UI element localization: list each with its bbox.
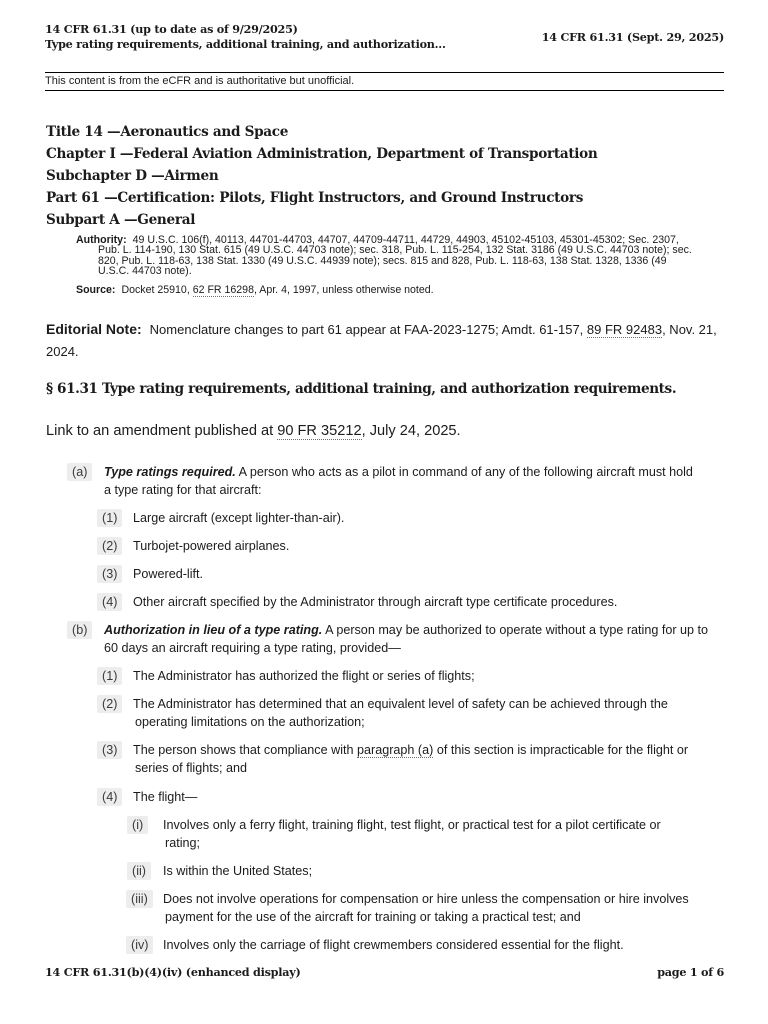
authority-text-d: U.S.C. 44703 note). — [98, 264, 192, 277]
paragraph-b-line1: A person may be authorized to operate without a type rating for up to — [325, 623, 709, 637]
paragraph-a-2 — [102, 537, 723, 555]
paragraph-number[interactable]: (1) — [97, 509, 122, 527]
hierarchy-part: Part 61 —Certification: Pilots, Flight Instructors, and Ground Instructors — [46, 190, 584, 206]
authority-text-c: 820, Pub. L. 118-63, 138 Stat. 1330 (49 U.S.C. 44939 note); secs. 815 and 828, Pub. L. 118-63, 138 Stat. 1328, 1336 (49 — [98, 254, 667, 267]
authority-text-b: Pub. L. 114-190, 130 Stat. 615 (49 U.S.C. 44703 note); sec. 318, Pub. L. 115-254, 132 Stat. 3186 (49 U.S.C. 44703 note); sec. — [98, 244, 692, 257]
paragraph-b — [72, 621, 724, 657]
paragraph-number-b[interactable]: (b) — [67, 621, 92, 639]
paragraph-text: Turbojet-powered airplanes. — [133, 539, 290, 553]
paragraph-text: The flight— — [133, 790, 198, 804]
paragraph-b-4 — [102, 788, 723, 806]
paragraph-text-line1: The Administrator has determined that an equivalent level of safety can be achieved through the — [133, 697, 668, 711]
paragraph-number[interactable]: (4) — [97, 788, 122, 806]
paragraph-b-heading: Authorization in lieu of a type rating. — [104, 623, 323, 637]
paragraph-b-4-ii — [132, 862, 728, 880]
editorial-note-text-after: , Nov. 21, 2024. — [46, 322, 717, 359]
paragraph-a — [72, 463, 724, 499]
paragraph-a-1 — [102, 509, 723, 527]
footer-citation: 14 CFR 61.31(b)(4)(iv) (enhanced display) — [45, 965, 301, 979]
paragraph-text: Powered-lift. — [133, 567, 203, 581]
paragraph-number[interactable]: (2) — [97, 537, 122, 555]
source-fr-link[interactable]: 62 FR 16298 — [192, 284, 254, 296]
paragraph-a-4 — [102, 593, 723, 611]
source-block — [76, 285, 724, 295]
authority-text-a: 49 U.S.C. 106(f), 40113, 44701-44703, 44707, 44709-44711, 44729, 44903, 45102-45103, 45301-45302; Sec. 2307, — [132, 234, 679, 246]
authority-label: Authority: — [76, 234, 127, 246]
hierarchy-chapter: Chapter I —Federal Aviation Administration, Department of Transportation — [46, 146, 598, 162]
editorial-note-label: Editorial Note: — [46, 321, 142, 337]
paragraph-text: The Administrator has authorized the flight or series of flights; — [133, 669, 475, 683]
paragraph-number[interactable]: (1) — [97, 667, 122, 685]
paragraph-text: Involves only the carriage of flight crewmembers considered essential for the flight. — [163, 938, 624, 952]
paragraph-b-4-iii — [131, 890, 728, 926]
amendment-notice — [46, 423, 461, 439]
paragraph-text: Other aircraft specified by the Administrator through aircraft type certificate procedures. — [133, 595, 618, 609]
paragraph-b-1 — [102, 667, 723, 685]
paragraph-text-line1: Involves only a ferry flight, training flight, test flight, or practical test for a pilot certificate or — [163, 818, 661, 832]
paragraph-number[interactable]: (2) — [97, 695, 122, 713]
paragraph-text-line2: series of flights; and — [135, 761, 248, 775]
paragraph-number[interactable]: (iii) — [126, 890, 153, 908]
paragraph-number-a[interactable]: (a) — [67, 463, 92, 481]
paragraph-b-2 — [102, 695, 723, 731]
hierarchy-subpart: Subpart A —General — [46, 212, 196, 228]
header-date-citation: 14 CFR 61.31 (Sept. 29, 2025) — [541, 30, 724, 44]
paragraph-text-after: of this section is impracticable for the flight or — [433, 743, 689, 757]
running-header — [45, 22, 515, 52]
paragraph-number[interactable]: (ii) — [127, 862, 151, 880]
editorial-note — [46, 318, 726, 363]
paragraph-number[interactable]: (4) — [97, 593, 122, 611]
source-text-before: Docket 25910, — [121, 284, 193, 296]
paragraph-number[interactable]: (iv) — [126, 936, 153, 954]
paragraph-text: Is within the United States; — [163, 864, 313, 878]
paragraph-number[interactable]: (i) — [127, 816, 148, 834]
authority-banner: This content is from the eCFR and is authoritative but unofficial. — [45, 72, 724, 91]
paragraph-b-3 — [102, 741, 733, 777]
paragraph-a-heading: Type ratings required. — [104, 465, 236, 479]
source-text-after: , Apr. 4, 1997, unless otherwise noted. — [253, 284, 434, 296]
authority-block — [76, 235, 724, 276]
amendment-text-before: Link to an amendment published at — [46, 423, 278, 439]
editorial-note-fr-link[interactable]: 89 FR 92483 — [586, 322, 663, 337]
footer-page-number: page 1 of 6 — [657, 965, 724, 979]
hierarchy-subchapter: Subchapter D —Airmen — [46, 168, 219, 184]
paragraph-a-line2: a type rating for that aircraft: — [104, 483, 262, 497]
paragraph-b-line2: 60 days an aircraft requiring a type rating, provided— — [104, 641, 401, 655]
paragraph-text-before: The person shows that compliance with — [133, 743, 358, 757]
header-citation: 14 CFR 61.31 (up to date as of 9/29/2025) — [45, 22, 298, 36]
source-label: Source: — [76, 284, 116, 296]
paragraph-b-4-iv — [131, 936, 728, 954]
paragraph-text-line2: payment for the use of the aircraft for training or taking a practical test; and — [165, 910, 581, 924]
paragraph-text-line2: operating limitations on the authorization; — [135, 715, 365, 729]
paragraph-a-3 — [102, 565, 723, 583]
paragraph-text-line2: rating; — [165, 836, 201, 850]
paragraph-a-link[interactable]: paragraph (a) — [357, 743, 434, 757]
paragraph-number[interactable]: (3) — [97, 565, 122, 583]
paragraph-text: Large aircraft (except lighter-than-air). — [133, 511, 345, 525]
section-heading: § 61.31 Type rating requirements, additional training, and authorization requirements. — [46, 381, 677, 397]
editorial-note-text-before: Nomenclature changes to part 61 appear at FAA-2023-1275; Amdt. 61-157, — [149, 322, 587, 337]
amendment-fr-link[interactable]: 90 FR 35212 — [277, 423, 362, 439]
hierarchy-title: Title 14 —Aeronautics and Space — [46, 124, 289, 140]
amendment-text-after: , July 24, 2025. — [361, 423, 461, 439]
paragraph-text-line1: Does not involve operations for compensation or hire unless the compensation or hire involves — [163, 892, 689, 906]
header-title: Type rating requirements, additional training, and authorization... — [45, 37, 446, 51]
paragraph-number[interactable]: (3) — [97, 741, 122, 759]
paragraph-b-4-i — [132, 816, 728, 852]
paragraph-a-line1: A person who acts as a pilot in command of any of the following aircraft must hold — [238, 465, 693, 479]
